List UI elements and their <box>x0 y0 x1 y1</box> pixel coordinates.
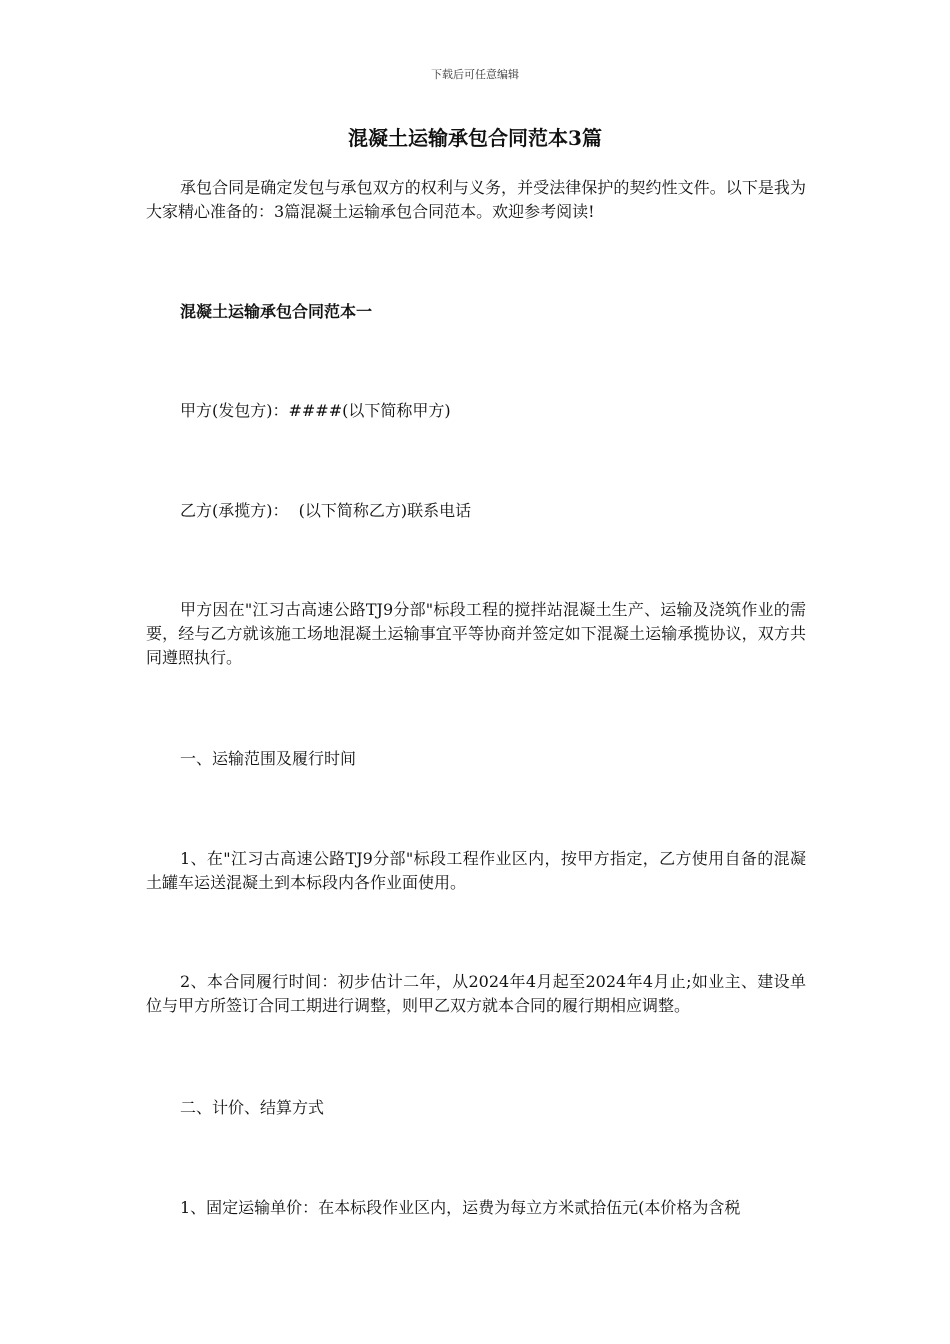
section1-block <box>146 300 806 324</box>
header-note: 下载后可任意编辑 <box>431 68 519 81</box>
clause2-heading: 二、计价、结算方式 <box>180 1098 325 1117</box>
clause1-2-paragraph: 2、本合同履行时间：初步估计二年，从2024年4月起至2024年4月止;如业主、建设单位与甲方所签订合同工期进行调整，则甲乙双方就本合同的履行期相应调整。 <box>146 972 806 1015</box>
intro-block <box>146 176 806 224</box>
clause2-heading-block <box>146 1096 806 1120</box>
party-a-line: 甲方(发包方)：####(以下简称甲方) <box>180 401 451 420</box>
preamble-paragraph: 甲方因在"江习古高速公路TJ9分部"标段工程的搅拌站混凝土生产、运输及浇筑作业的需要，经与乙方就该施工场地混凝土运输事宜平等协商并签定如下混凝土运输承揽协议，双方共同遵照执行。 <box>146 600 806 667</box>
party-b-line: 乙方(承揽方)： (以下简称乙方)联系电话 <box>180 501 472 520</box>
clause2-1-paragraph: 1、固定运输单价：在本标段作业区内，运费为每立方米贰拾伍元(本价格为含税 <box>180 1198 741 1217</box>
party-a-block <box>146 399 806 423</box>
clause1-2-block <box>146 970 806 1018</box>
clause1-1-block <box>146 847 806 895</box>
clause1-heading-block <box>146 747 806 771</box>
clause1-heading: 一、运输范围及履行时间 <box>180 749 357 768</box>
clause2-1-block <box>146 1196 806 1220</box>
document-title: 混凝土运输承包合同范本3篇 <box>348 126 602 150</box>
preamble-block <box>146 598 806 670</box>
clause1-1-paragraph: 1、在"江习古高速公路TJ9分部"标段工程作业区内，按甲方指定，乙方使用自备的混凝土罐车运送混凝土到本标段内各作业面使用。 <box>146 849 806 892</box>
section1-heading: 混凝土运输承包合同范本一 <box>180 302 373 321</box>
party-b-block <box>146 499 806 523</box>
intro-paragraph: 承包合同是确定发包与承包双方的权利与义务，并受法律保护的契约性文件。以下是我为大家精心准备的：3篇混凝土运输承包合同范本。欢迎参考阅读! <box>146 178 806 221</box>
